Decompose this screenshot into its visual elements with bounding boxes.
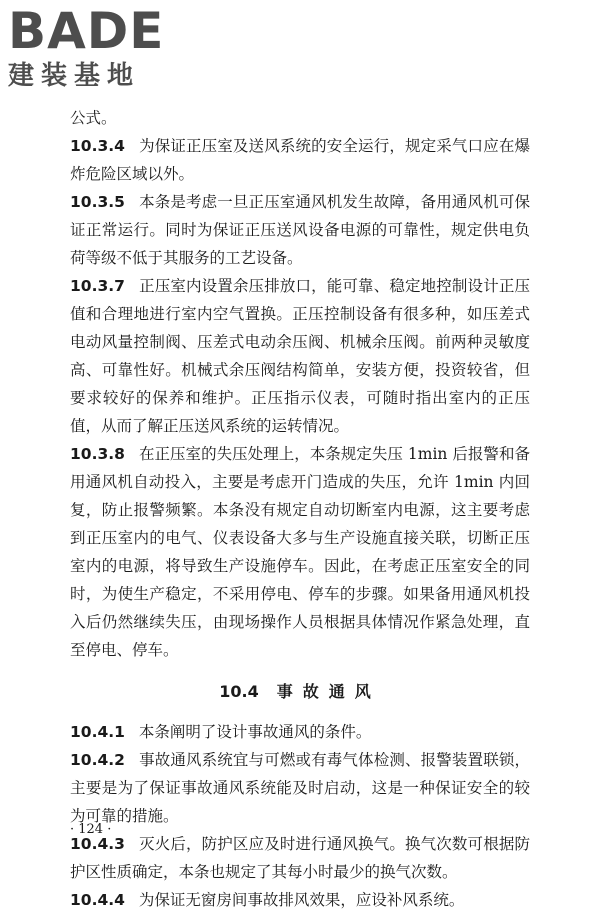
- clause-text: 在正压室的失压处理上，本条规定失压 1min 后报警和备用通风机自动投入，主要是考虑开门造成的失压，允许 1min 内回复，防止报警频繁。本条没有规定自动切断室内电源，这主要考虑到正压室内的电气、仪表设备大多与生产设施直接关联，切断正压室内的电源，将导致生产设施停车。因此，在考虑正压室安全的同时，为使生产稳定，不采用停电、停车的步骤。如果备用通风机投入后仍然继续失压，由现场操作人员根据具体情况作紧急处理，直至停电、停车。: [70, 445, 530, 659]
- section-number: 10.4: [219, 682, 259, 701]
- clause-number: 10.3.7: [70, 277, 125, 295]
- section-heading: [70, 678, 530, 706]
- page-number: · 124 ·: [70, 822, 112, 837]
- clause-10-3-5: [70, 188, 530, 272]
- clause-number: 10.4.1: [70, 723, 125, 741]
- clause-number: 10.4.2: [70, 751, 125, 769]
- clause-10-3-4: [70, 132, 530, 188]
- clause-text: 本条阐明了设计事故通风的条件。: [138, 723, 372, 741]
- clause-10-3-7: [70, 272, 530, 440]
- logo-subtitle: 建装基地: [8, 61, 141, 91]
- clause-10-4-3: [70, 830, 530, 886]
- clause-text: 为保证无窗房间事故排风效果，应设补风系统。: [138, 891, 465, 909]
- logo-brand: BADE: [8, 2, 165, 60]
- section-title: 事故通风: [276, 682, 381, 701]
- clause-text: 灭火后，防护区应及时进行通风换气。换气次数可根据防护区性质确定，本条也规定了其每小时最少的换气次数。: [70, 835, 530, 881]
- document-body: [70, 104, 530, 914]
- logo: [8, 2, 178, 92]
- clause-10-3-8: [70, 440, 530, 664]
- clause-number: 10.4.3: [70, 835, 125, 853]
- clause-text: 正压室内设置余压排放口，能可靠、稳定地控制设计正压值和合理地进行室内空气置换。正压控制设备有很多种，如压差式电动风量控制阀、压差式电动余压阀、机械余压阀。前两种灵敏度高、可靠性好。机械式余压阀结构简单，安装方便，投资较省，但要求较好的保养和维护。正压指示仪表，可随时指出室内的正压值，从而了解正压送风系统的运转情况。: [70, 277, 530, 435]
- clause-10-4-2: [70, 746, 530, 830]
- clause-text: 本条是考虑一旦正压室通风机发生故障，备用通风机可保证正常运行。同时为保证正压送风设备电源的可靠性，规定供电负荷等级不低于其服务的工艺设备。: [70, 193, 530, 267]
- clause-text: 为保证正压室及送风系统的安全运行，规定采气口应在爆炸危险区域以外。: [70, 137, 530, 183]
- clause-10-4-4: [70, 886, 530, 914]
- clause-10-4-1: [70, 718, 530, 746]
- clause-text: 事故通风系统宜与可燃或有毒气体检测、报警装置联锁，主要是为了保证事故通风系统能及时启动，这是一种保证安全的较为可靠的措施。: [70, 751, 530, 825]
- clause-number: 10.3.5: [70, 193, 125, 211]
- intro-text: 公式。: [70, 109, 117, 127]
- clause-number: 10.3.4: [70, 137, 125, 155]
- clause-number: 10.4.4: [70, 891, 125, 909]
- clause-number: 10.3.8: [70, 445, 125, 463]
